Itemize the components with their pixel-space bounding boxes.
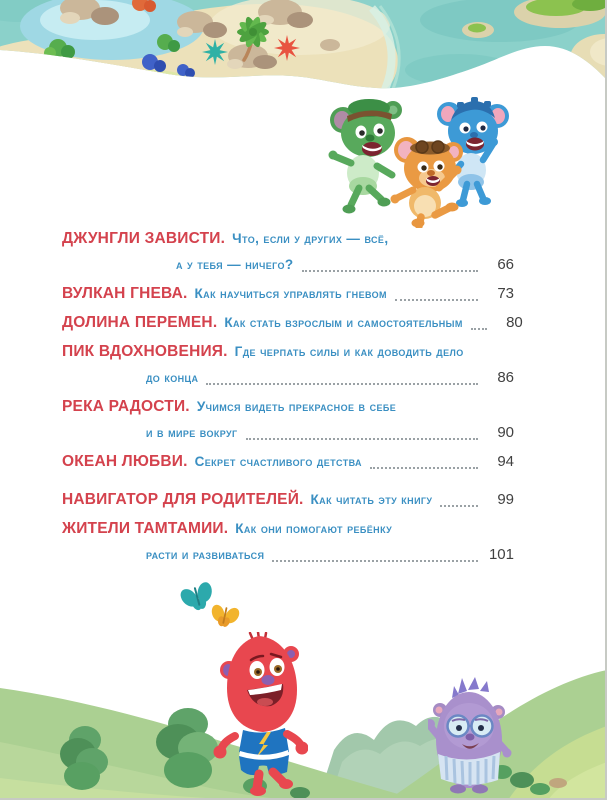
toc-entry-page-number: 86 bbox=[497, 369, 514, 386]
toc-entry-description: Учимся видеть прекрасное в себе bbox=[196, 399, 397, 414]
toc-entry-description-line2: а у тебя — ничего? bbox=[176, 257, 294, 272]
green-mouse-character bbox=[329, 99, 403, 214]
rock bbox=[549, 778, 567, 788]
toc-entry bbox=[62, 281, 514, 307]
toc-entry bbox=[62, 394, 514, 446]
toc-entry-title: ДОЛИНА ПЕРЕМЕН. bbox=[62, 314, 218, 331]
toc-entry-description: Что, если у других — всё, bbox=[232, 231, 389, 246]
toc-entry bbox=[62, 310, 523, 336]
toc-entry-description: Как стать взрослым и самостоятельным bbox=[224, 315, 463, 330]
island-map-illustration bbox=[0, 0, 607, 115]
toc-entry-title: ОКЕАН ЛЮБВИ. bbox=[62, 453, 188, 470]
toc-entry-description: Секрет счастливого детства bbox=[194, 454, 362, 469]
toc-entry-page-number: 80 bbox=[506, 314, 523, 331]
toc-entry bbox=[62, 449, 514, 475]
toc-entry-page-number: 101 bbox=[488, 546, 514, 563]
toc-entry-description-line2: до конца bbox=[146, 370, 199, 385]
dot-leader bbox=[206, 383, 478, 385]
toc-entry-title: РЕКА РАДОСТИ. bbox=[62, 398, 190, 415]
toc-entry bbox=[62, 226, 514, 278]
dot-leader bbox=[246, 438, 478, 440]
purple-hedgehog-character bbox=[428, 676, 512, 794]
toc-entry-page-number: 66 bbox=[497, 256, 514, 273]
toc-entry bbox=[62, 487, 514, 513]
toc-entry-description: Как они помогают ребёнку bbox=[235, 521, 393, 536]
toc-entry-page-number: 73 bbox=[497, 285, 514, 302]
toc-entry-title: ДЖУНГЛИ ЗАВИСТИ. bbox=[62, 230, 226, 247]
toc-entry-title: ВУЛКАН ГНЕВА. bbox=[62, 285, 188, 302]
toc-entry-description: Как научиться управлять гневом bbox=[194, 286, 387, 301]
toc-entry-title: НАВИГАТОР ДЛЯ РОДИТЕЛЕЙ. bbox=[62, 491, 304, 508]
toc-entry-page-number: 94 bbox=[497, 453, 514, 470]
toc-entry-page-number: 90 bbox=[497, 424, 514, 441]
dot-leader bbox=[370, 467, 478, 469]
dot-leader bbox=[440, 505, 478, 507]
dot-leader bbox=[272, 560, 478, 562]
dot-leader bbox=[471, 328, 487, 330]
toc-entry-description: Как читать эту книгу bbox=[310, 492, 433, 507]
dot-leader bbox=[395, 299, 478, 301]
toc-entry-page-number: 99 bbox=[497, 491, 514, 508]
toc-entry-description: Где черпать силы и как доводить дело bbox=[234, 344, 464, 359]
toc-entry-description-line2: и в мире вокруг bbox=[146, 425, 238, 440]
orange-mouse-character bbox=[391, 137, 464, 228]
mice-trio-illustration bbox=[325, 86, 510, 228]
toc-entry-title: ЖИТЕЛИ ТАМТАМИИ. bbox=[62, 520, 229, 537]
toc-entry-title: ПИК ВДОХНОВЕНИЯ. bbox=[62, 343, 228, 360]
toc-entry bbox=[62, 516, 514, 568]
table-of-contents bbox=[62, 226, 523, 571]
dot-leader bbox=[302, 270, 478, 272]
toc-entry-description-line2: расти и развиваться bbox=[146, 547, 265, 562]
yellow-butterfly bbox=[209, 598, 241, 630]
toc-entry bbox=[62, 339, 514, 391]
red-hero-character bbox=[213, 632, 308, 797]
